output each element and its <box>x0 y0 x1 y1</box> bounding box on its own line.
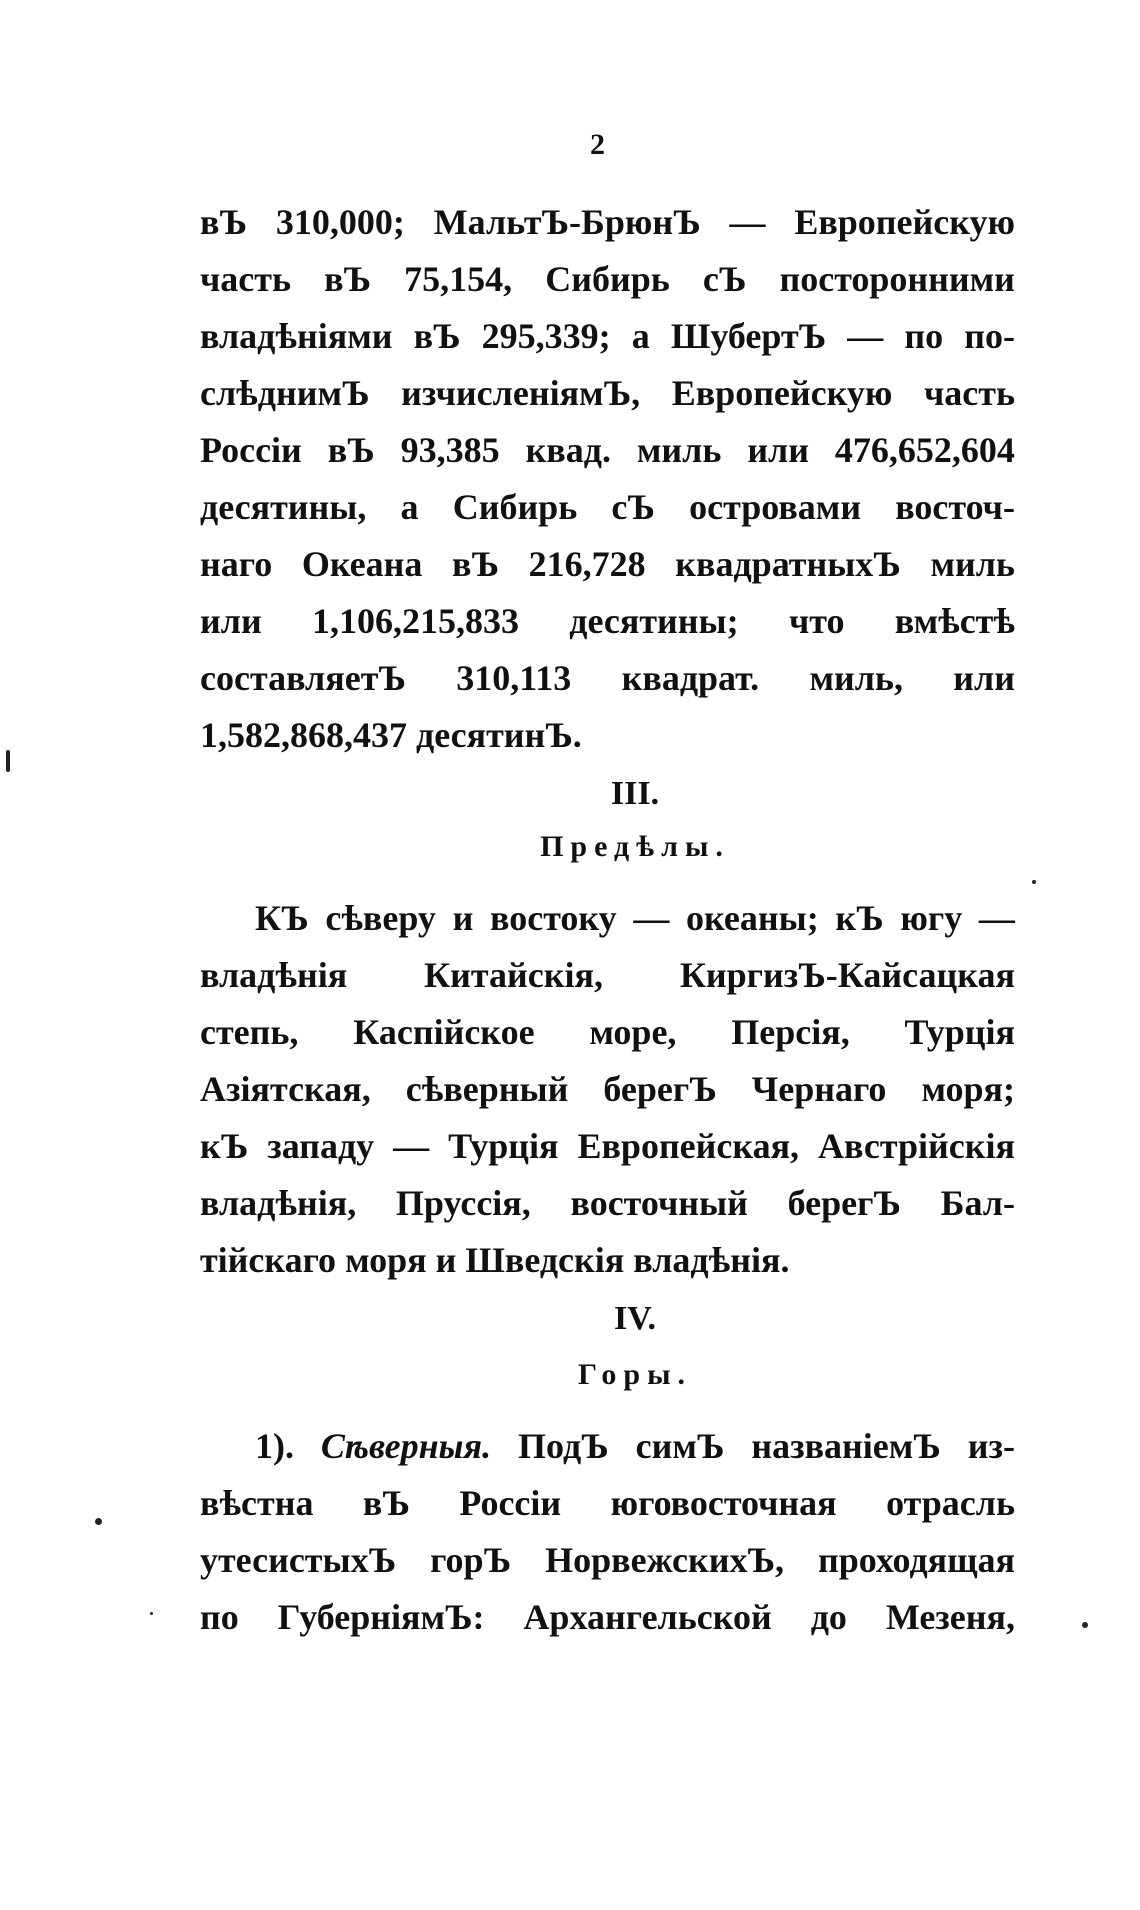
text-line <box>200 1061 1015 1118</box>
word: посторонними <box>779 259 1015 299</box>
word: — <box>633 898 670 938</box>
word: а <box>400 487 419 527</box>
word: море, <box>589 1012 677 1052</box>
word: 216,728 <box>528 544 646 584</box>
word: и <box>452 898 474 938</box>
word: 1). <box>255 1426 294 1466</box>
page-number: 2 <box>590 128 605 161</box>
word: вмѣстѣ <box>894 601 1015 641</box>
text-line <box>200 1475 1015 1532</box>
scan-speck <box>1082 1622 1088 1628</box>
word: востоку <box>490 898 617 938</box>
text-line <box>200 308 1015 365</box>
word: Бал- <box>940 1183 1015 1223</box>
word: часть <box>923 373 1015 413</box>
word: юговосточная <box>610 1483 837 1523</box>
word: составляетЪ <box>200 658 406 698</box>
scan-speck <box>6 750 10 772</box>
word: — <box>393 1126 430 1166</box>
word: 1,106,215,833 <box>311 601 519 641</box>
word: Сибирь <box>545 259 670 299</box>
text-line <box>200 650 1015 707</box>
text-line <box>200 947 1015 1004</box>
scan-speck <box>1032 880 1036 884</box>
word: островами <box>689 487 862 527</box>
word: Пруссія, <box>395 1183 531 1223</box>
word: вЪ <box>452 544 500 584</box>
word: 310,113 <box>456 658 572 698</box>
section-4-paragraph <box>200 1418 1015 1646</box>
word: а <box>631 316 650 356</box>
text-line <box>200 1532 1015 1589</box>
text-line <box>200 1004 1015 1061</box>
word: миль, <box>809 658 903 698</box>
word: Мезеня, <box>885 1597 1015 1637</box>
word: западу <box>267 1126 375 1166</box>
word: вЪ <box>362 1483 410 1523</box>
section-4-title: Горы. <box>577 1358 693 1391</box>
word: проходящая <box>817 1540 1015 1580</box>
word: сЪ <box>611 487 655 527</box>
text-line <box>200 1175 1015 1232</box>
text-line <box>200 251 1015 308</box>
word: Турція <box>904 1012 1015 1052</box>
word: Австрійскія <box>818 1126 1015 1166</box>
word: горЪ <box>430 1540 512 1580</box>
word: и <box>435 1240 457 1280</box>
word: сЪ <box>702 259 747 299</box>
word: 295,339; <box>481 316 611 356</box>
word: Россіи <box>200 430 302 470</box>
word: берегЪ <box>603 1069 717 1109</box>
word: по- <box>964 316 1015 356</box>
word: наго <box>200 544 273 584</box>
word: кЪ <box>200 1126 249 1166</box>
word: кЪ <box>835 898 884 938</box>
word: сѣверу <box>325 898 436 938</box>
word: Азіятская, <box>200 1069 371 1109</box>
word: моря; <box>921 1069 1015 1109</box>
word: Каспійское <box>353 1012 535 1052</box>
word: вЪ <box>413 316 461 356</box>
word: владѣнія <box>200 955 348 995</box>
word: Европейскую <box>794 202 1015 242</box>
word: Китайскія, <box>424 955 603 995</box>
word: океаны; <box>686 898 819 938</box>
word: Персія, <box>731 1012 850 1052</box>
word: названіемЪ <box>751 1426 941 1466</box>
word: югу <box>900 898 963 938</box>
word: владѣнія. <box>633 1240 790 1280</box>
word: Европейскую <box>671 373 893 413</box>
word: десятины, <box>200 487 367 527</box>
word: Чернаго <box>751 1069 887 1109</box>
word: по <box>904 316 944 356</box>
word: 1,582,868,437 <box>200 715 407 755</box>
word: вЪ <box>200 202 247 242</box>
word: квад. <box>525 430 611 470</box>
section-4-numeral: IV. <box>614 1300 656 1337</box>
word: Сибирь <box>452 487 578 527</box>
text-line <box>200 707 1015 764</box>
word: из- <box>967 1426 1015 1466</box>
word: изчисленіямЪ, <box>401 373 641 413</box>
word: Архангельской <box>523 1597 772 1637</box>
text-line <box>200 890 1015 947</box>
word: Турція <box>448 1126 559 1166</box>
text-line <box>200 1589 1015 1646</box>
word: вѣстна <box>200 1483 314 1523</box>
text-line <box>200 422 1015 479</box>
word: или <box>953 658 1015 698</box>
word: МальтЪ-БрюнЪ <box>433 202 701 242</box>
word: симЪ <box>635 1426 725 1466</box>
section-3-paragraph <box>200 890 1015 1289</box>
word: восточ- <box>895 487 1015 527</box>
text-line <box>200 593 1015 650</box>
word: или <box>200 601 262 641</box>
word: по <box>200 1597 239 1637</box>
word: 476,652,604 <box>834 430 1015 470</box>
word: вЪ <box>327 430 375 470</box>
word: миль <box>636 430 722 470</box>
word: отрасль <box>886 1483 1015 1523</box>
text-line <box>200 1418 1015 1475</box>
text-line <box>200 365 1015 422</box>
scan-speck <box>150 1612 153 1615</box>
word: десятинЪ. <box>416 715 582 755</box>
word: тійскаго <box>200 1240 337 1280</box>
word: сѣверный <box>405 1069 569 1109</box>
word: или <box>747 430 809 470</box>
word: утесистыхЪ <box>200 1540 397 1580</box>
word: — <box>847 316 884 356</box>
text-line <box>200 194 1015 251</box>
text-line <box>200 1232 1015 1289</box>
word: восточный <box>570 1183 748 1223</box>
word: ПодЪ <box>518 1426 609 1466</box>
word: НорвежскихЪ, <box>545 1540 785 1580</box>
word: слѣднимЪ <box>200 373 370 413</box>
word: 310,000; <box>275 202 405 242</box>
word: степь, <box>200 1012 299 1052</box>
word: — <box>978 898 1015 938</box>
word: КиргизЪ-Кайсацкая <box>679 955 1015 995</box>
word: Сѣверныя. <box>320 1426 492 1466</box>
section-3-numeral: III. <box>610 775 660 812</box>
text-line <box>200 536 1015 593</box>
word: Европейская, <box>577 1126 800 1166</box>
text-line <box>200 1118 1015 1175</box>
word: миль <box>930 544 1015 584</box>
word: ГуберніямЪ: <box>277 1597 485 1637</box>
word: владѣніями <box>200 316 393 356</box>
word: до <box>810 1597 847 1637</box>
word: что <box>788 601 845 641</box>
section-3-title: Предѣлы. <box>540 830 730 863</box>
word: Россіи <box>459 1483 562 1523</box>
scan-speck <box>95 1518 102 1525</box>
word: десятины; <box>569 601 739 641</box>
word: Шведскія <box>465 1240 625 1280</box>
word: 75,154, <box>404 259 513 299</box>
word: берегЪ <box>787 1183 901 1223</box>
word: 93,385 <box>400 430 500 470</box>
word: квадрат. <box>621 658 760 698</box>
continuation-paragraph <box>200 194 1015 764</box>
word: часть <box>200 259 292 299</box>
word: ШубертЪ <box>670 316 827 356</box>
word: КЪ <box>255 898 309 938</box>
word: моря <box>345 1240 427 1280</box>
word: вЪ <box>324 259 372 299</box>
word: Океана <box>301 544 423 584</box>
word: — <box>729 202 766 242</box>
word: владѣнія, <box>200 1183 357 1223</box>
text-line <box>200 479 1015 536</box>
word: квадратныхЪ <box>675 544 901 584</box>
